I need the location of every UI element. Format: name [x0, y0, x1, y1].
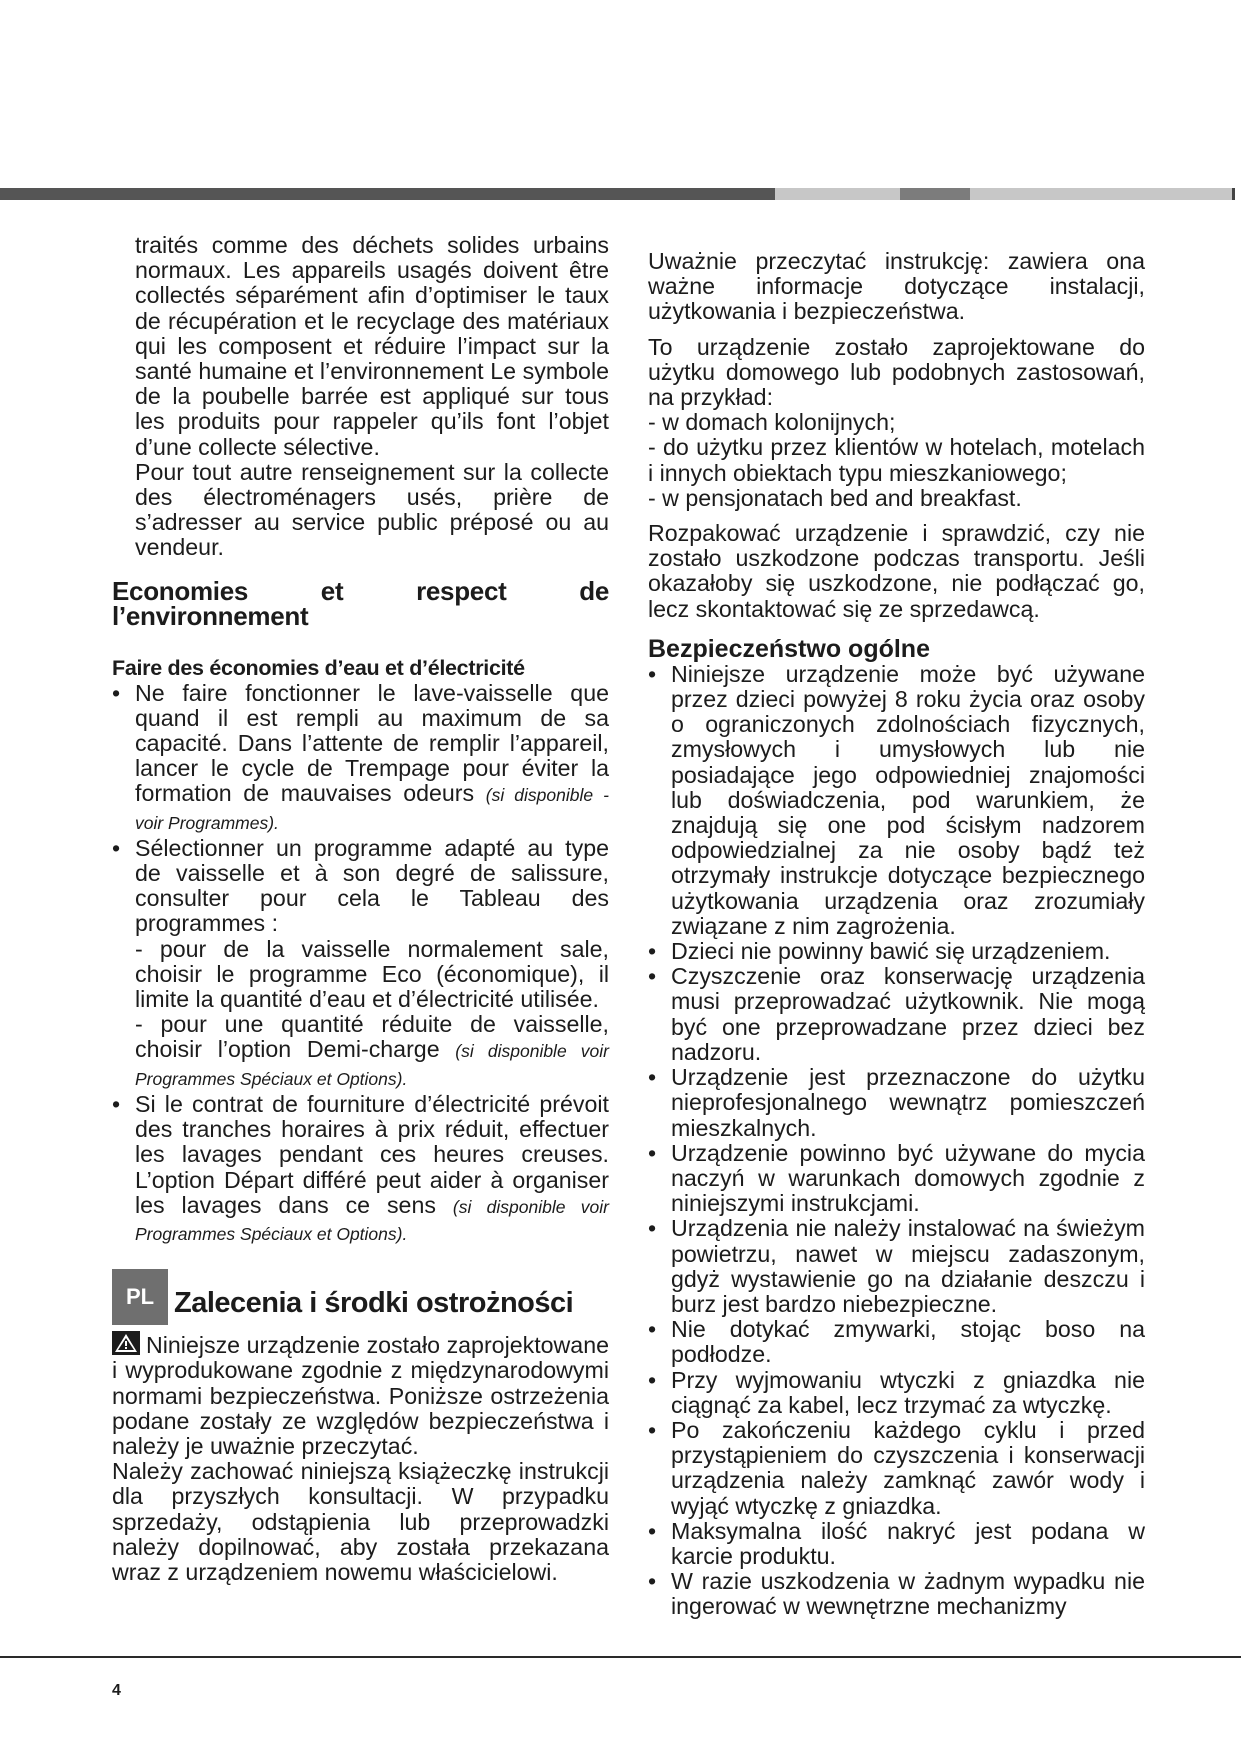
bullet-icon: •	[648, 938, 657, 965]
footer-rule	[0, 1656, 1241, 1658]
bullet-text: Urządzenia nie należy instalować na świeżym powietrzu, nawet w miejscu zadaszonym, gdyż wystawienie go na działanie deszczu i burz jest bardzo niebezpieczne.	[671, 1215, 1145, 1317]
warning-icon	[112, 1331, 140, 1355]
bullet-icon: •	[648, 1139, 657, 1166]
list-item	[648, 1065, 1145, 1141]
recycling-paragraph: traités comme des déchets solides urbains normaux. Les appareils usagés doivent être collectés séparément afin d’optimiser le taux de récupération et le recyclage des matériaux qui les composent et réduire l’impact sur la santé humaine et l’environnement Le symbole de la poubelle barrée est appliqué sur tous les produits pour rappeler qu’ils font l’objet d’une collecte sélective.	[135, 232, 609, 460]
intended-use-paragraph	[648, 335, 1145, 511]
header-bar-light-2	[970, 188, 1232, 200]
left-column	[112, 233, 609, 1585]
bullet-icon: •	[112, 834, 121, 861]
list-item	[648, 1519, 1145, 1569]
intended-use-line: - w pensjonatach bed and breakfast.	[648, 484, 1022, 511]
read-instructions-paragraph: Uważnie przeczytać instrukcję: zawiera ona ważne informacje dotyczące instalacji, użytkowania i bezpieczeństwa.	[648, 248, 1145, 325]
list-item	[648, 964, 1145, 1065]
list-item	[648, 1418, 1145, 1519]
intended-use-text: To urządzenie zostało zaprojektowane do użytku domowego lub podobnych zastosowań, na przykład:	[648, 333, 1145, 411]
bullet-icon: •	[648, 1064, 657, 1091]
bullet-text: Po zakończeniu każdego cyklu i przed przystąpieniem do czyszczenia i konserwacji urządzenia należy zamknąć zawór wody i wyjąć wtyczkę z gniazdka.	[671, 1416, 1145, 1519]
bullet-text: Si le contrat de fourniture d’électricité prévoit des tranches horaires à prix réduit, effectuer les lavages pendant ces heures creuses. L’option Départ différé peut aider à organiser les lavages dans ce sens	[135, 1090, 609, 1218]
list-item	[648, 662, 1145, 939]
list-item	[648, 1368, 1145, 1418]
bullet-note: (si disponible - voir Programmes).	[135, 785, 609, 833]
bullet-text: Maksymalna ilość nakryć jest podana w karcie produktu.	[671, 1517, 1145, 1569]
bullet-text: Ne faire fonctionner le lave-vaisselle que quand il est rempli au maximum de sa capacité. Dans l’attente de remplir l’appareil, lancer le cycle de Trempage pour éviter la formation de mauvaises odeurs	[135, 679, 609, 807]
subsection-title-savings: Faire des économies d’eau et d’électricité	[112, 655, 525, 680]
recycling-contact-paragraph: Pour tout autre renseignement sur la collecte des électroménagers usés, prière de s’adresser au service public préposé ou au vendeur.	[135, 458, 609, 561]
language-badge: PL	[112, 1269, 168, 1325]
bullet-icon: •	[648, 1316, 657, 1343]
bullet-subline	[135, 1012, 609, 1092]
list-item	[648, 1317, 1145, 1367]
bullet-icon: •	[648, 1416, 657, 1443]
bullet-icon: •	[648, 1215, 657, 1242]
bullet-icon: •	[112, 679, 121, 706]
pl-intro-paragraph	[112, 1331, 609, 1459]
bullet-text: W razie uszkodzenia w żadnym wypadku nie ingerować w wewnętrzne mechanizmy	[671, 1568, 1145, 1620]
header-bar-dark	[0, 188, 775, 200]
bullet-text: Urządzenie jest przeznaczone do użytku nieprofesjonalnego wewnątrz pomieszczeń mieszkalnych.	[671, 1064, 1145, 1141]
bullet-text: Dzieci nie powinny bawić się urządzeniem.	[671, 938, 1111, 965]
right-column	[648, 249, 1145, 1620]
list-item	[112, 681, 609, 836]
bullet-subline: - pour de la vaisselle normalement sale, choisir le programme Eco (économique), il limite la quantité d’eau et d’électricité utilisée.	[135, 935, 609, 1013]
header-bar-end-mark	[1232, 188, 1235, 200]
list-item	[112, 836, 609, 1092]
general-safety-title: Bezpieczeństwo ogólne	[648, 634, 930, 663]
section-title-economies: Economies et respect de l’environnement	[112, 575, 609, 631]
list-item	[648, 1216, 1145, 1317]
bullet-note: (si disponible voir Programmes Spéciaux et Options).	[135, 1196, 610, 1244]
bullet-text: Niniejsze urządzenie może być używane przez dzieci powyżej 8 roku życia oraz osoby o ograniczonych zdolnościach fizycznych, zmysłowych i umysłowych lub nie posiadające jego odpowiedniej znajomości lub doświadczenia, pod warunkiem, że znajdują się one pod ścisłym nadzorem odpowiedzialnej za nie osoby bądź też otrzymały instrukcje dotyczące bezpiecznego użytkowania urządzenia oraz zrozumiały związane z nim zagrożenia.	[671, 660, 1145, 939]
list-item	[648, 1569, 1145, 1619]
bullet-icon: •	[648, 1366, 657, 1393]
header-bar-light	[775, 188, 900, 200]
bullet-text: Urządzenie powinno być używane do mycia naczyń w warunkach domowych zgodnie z niniejszymi instrukcjami.	[671, 1139, 1145, 1217]
header-color-bar	[0, 188, 1241, 200]
intended-use-line: - do użytku przez klientów w hotelach, motelach i innych obiektach typu mieszkaniowego;	[648, 434, 1145, 486]
page-number: 4	[112, 1682, 121, 1699]
bullet-icon: •	[648, 660, 657, 687]
list-item	[648, 1141, 1145, 1217]
pl-intro-text: Niniejsze urządzenie zostało zaprojektowane i wyprodukowane zgodnie z międzynarodowymi normami bezpieczeństwa. Poniższe ostrzeżenia podane zostały ze względów bezpieczeństwa i należy je uważnie przeczytać.	[112, 1332, 609, 1459]
list-item	[648, 939, 1145, 964]
bullet-text: Przy wyjmowaniu wtyczki z gniazdka nie ciągnąć za kabel, lecz trzymać za wtyczkę.	[671, 1366, 1145, 1418]
bullet-text: Sélectionner un programme adapté au type de vaisselle et à son degré de salissure, consulter pour cela le Tableau des programmes :	[135, 834, 609, 937]
bullet-subline-text: - pour une quantité réduite de vaisselle, choisir l’option Demi-charge	[135, 1011, 609, 1063]
header-bar-mid	[900, 188, 970, 200]
pl-section-title: Zalecenia i środki ostrożności	[174, 1287, 574, 1320]
language-section-header	[112, 1269, 609, 1325]
safety-bullet-list	[648, 662, 1145, 1620]
bullet-icon: •	[648, 1568, 657, 1595]
unpacking-paragraph: Rozpakować urządzenie i sprawdzić, czy nie zostało uszkodzone podczas transportu. Jeśli okazałoby się uszkodzone, nie podłączać go, lecz skontaktować się ze sprzedawcą.	[648, 520, 1145, 622]
bullet-text: Nie dotykać zmywarki, stojąc boso na podłodze.	[671, 1316, 1145, 1368]
bullet-note: (si disponible voir Programmes Spéciaux et Options).	[135, 1041, 609, 1089]
bullet-icon: •	[648, 963, 657, 990]
bullet-icon: •	[112, 1090, 121, 1117]
savings-bullet-list	[112, 681, 609, 1247]
intended-use-line: - w domach kolonijnych;	[648, 409, 896, 436]
pl-keep-manual-paragraph: Należy zachować niniejszą książeczkę instrukcji dla przyszłych konsultacji. W przypadku sprzedaży, odstąpienia lub przeprowadzki należy dopilnować, aby została przekazana wraz z urządzeniem nowemu właścicielowi.	[112, 1458, 609, 1585]
bullet-icon: •	[648, 1517, 657, 1544]
list-item	[112, 1092, 609, 1247]
bullet-text: Czyszczenie oraz konserwację urządzenia musi przeprowadzać użytkownik. Nie mogą być one przeprowadzane przez dzieci bez nadzoru.	[671, 963, 1145, 1065]
